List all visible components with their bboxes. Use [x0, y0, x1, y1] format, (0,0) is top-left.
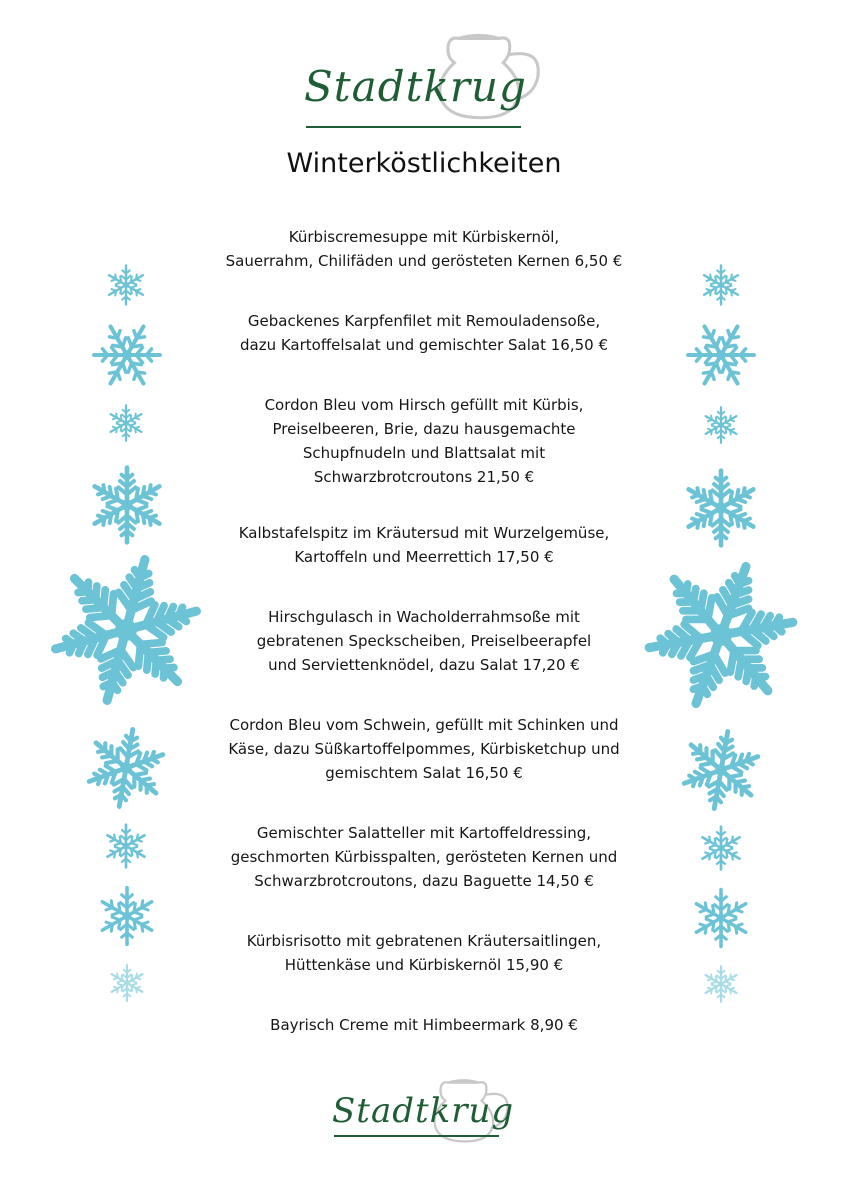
menu-item-line: Sauerrahm, Chilifäden und gerösteten Kernen 6,50 € — [225, 252, 623, 270]
snowflake-icon — [90, 318, 164, 392]
menu-item-line: Gebackenes Karpfenfilet mit Remouladensoße, — [247, 312, 601, 330]
menu-item — [190, 225, 658, 273]
menu-item-line: geschmorten Kürbisspalten, gerösteten Kernen und — [230, 848, 618, 866]
snowflake-icon — [701, 405, 741, 445]
logo-wordmark: Stadtkrug — [332, 1091, 515, 1131]
snowflake-icon — [104, 263, 148, 307]
menu-item-line: und Serviettenknödel, dazu Salat 17,20 € — [268, 656, 580, 674]
snowflake-icon — [85, 463, 169, 547]
menu-item — [190, 605, 658, 677]
menu-item — [190, 393, 658, 489]
snowflake-icon — [699, 263, 743, 307]
logo-underline — [334, 1135, 499, 1137]
menu-item-line: Kürbiscremesuppe mit Kürbiskernöl, — [288, 228, 560, 246]
snowflake-icon — [107, 963, 147, 1003]
menu-item — [190, 929, 658, 977]
snowflake-icon — [95, 884, 159, 948]
menu-title: Winterköstlichkeiten — [286, 148, 562, 179]
logo-wordmark: Stadtkrug — [304, 62, 527, 111]
logo-underline — [306, 126, 521, 128]
menu-item-line: Kürbisrisotto mit gebratenen Kräutersaitlingen, — [246, 932, 602, 950]
snowflake-icon — [639, 553, 803, 717]
menu-item — [190, 521, 658, 569]
menu-item-line: Preiselbeeren, Brie, dazu hausgemachte — [272, 420, 576, 438]
menu-item-line: Kalbstafelspitz im Kräutersud mit Wurzelgemüse, — [238, 524, 610, 542]
menu-item-line: Cordon Bleu vom Schwein, gefüllt mit Schinken und — [229, 716, 619, 734]
snowflake-icon — [679, 466, 763, 550]
snowflake-icon — [82, 724, 170, 812]
menu-item-line: Bayrisch Creme mit Himbeermark 8,90 € — [270, 1016, 578, 1034]
menu-item-line: dazu Kartoffelsalat und gemischter Salat 16,50 € — [239, 336, 609, 354]
menu-item-line: Gemischter Salatteller mit Kartoffeldressing, — [256, 824, 592, 842]
menu-item-line: gemischtem Salat 16,50 € — [325, 764, 523, 782]
menu-item-line: Käse, dazu Süßkartoffelpommes, Kürbisketchup und — [228, 740, 620, 758]
logo-bottom — [330, 1075, 520, 1145]
snowflake-icon — [689, 886, 753, 950]
menu-item — [190, 309, 658, 357]
menu-item — [190, 821, 658, 893]
snowflake-icon — [697, 824, 745, 872]
menu-item-line: Cordon Bleu vom Hirsch gefüllt mit Kürbis, — [264, 396, 584, 414]
snowflake-icon — [684, 318, 758, 392]
menu-item-line: Kartoffeln und Meerrettich 17,50 € — [294, 548, 554, 566]
menu-item-line: gebratenen Speckscheiben, Preiselbeerapfel — [256, 632, 592, 650]
menu-item — [190, 1013, 658, 1037]
snowflake-icon — [44, 548, 208, 712]
snowflake-icon — [677, 726, 765, 814]
menu-item-line: Hüttenkäse und Kürbiskernöl 15,90 € — [284, 956, 564, 974]
menu-item-line: Schwarzbrotcroutons, dazu Baguette 14,50 € — [254, 872, 594, 890]
snowflake-icon — [102, 822, 150, 870]
logo-top — [300, 28, 550, 123]
menu-item-line: Schwarzbrotcroutons 21,50 € — [313, 468, 535, 486]
menu-item — [190, 713, 658, 785]
menu-item-line: Schupfnudeln und Blattsalat mit — [302, 444, 546, 462]
snowflake-icon — [701, 964, 741, 1004]
snowflake-icon — [106, 403, 146, 443]
menu-item-line: Hirschgulasch in Wacholderrahmsoße mit — [268, 608, 580, 626]
